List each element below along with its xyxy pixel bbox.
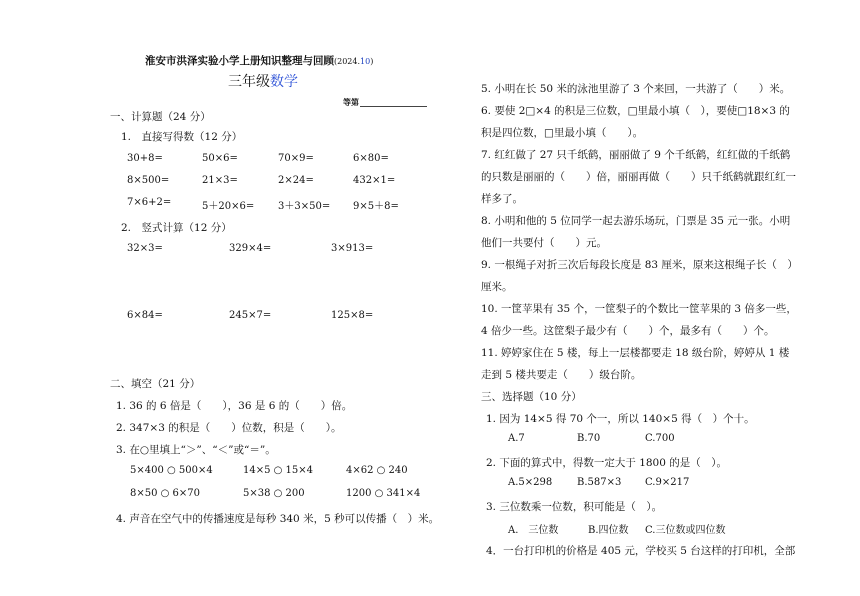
vertical-item: 6×84= <box>127 310 163 321</box>
compare-item: 4×62 ○ 240 <box>346 465 408 476</box>
compare-item: 14×5 ○ 15×4 <box>243 465 314 476</box>
choice-option: C.700 <box>645 433 675 444</box>
choice-option: A.5×298 <box>508 477 553 488</box>
oral-item: 8×500= <box>127 175 170 186</box>
choice-question-3: 3. 三位数乘一位数，积可能是（ ）。 <box>486 501 663 513</box>
section-2-heading: 二、填空（21 分） <box>110 378 201 390</box>
choice-option: C.三位数或四位数 <box>645 525 726 536</box>
oral-item: 70×9= <box>278 153 314 164</box>
fill-question-7-cont: 的只数是丽丽的（ ）倍，丽丽再做（ ）只千纸鹤就跟红红一 <box>481 171 796 183</box>
fill-question-9-cont: 厘米。 <box>481 281 513 293</box>
fill-question-4: 4. 声音在空气中的传播速度是每秒 340 米，5 秒可以传播（ ）米。 <box>116 513 440 525</box>
oral-item: 7×6+2= <box>127 197 172 208</box>
choice-option: B.四位数 <box>588 525 629 536</box>
rank-underline <box>360 106 427 107</box>
fill-question-6-cont: 积是四位数，□里最小填（ ）。 <box>481 127 644 139</box>
fill-question-8: 8. 小明和他的 5 位同学一起去游乐场玩，门票是 35 元一张。小明 <box>481 215 791 227</box>
choice-question-4: 4．一台打印机的价格是 405 元，学校买 5 台这样的打印机，全部 <box>486 545 796 557</box>
oral-item: 432×1= <box>353 175 396 186</box>
rank-label: 等第 <box>343 98 359 107</box>
oral-item: 9×5＋8= <box>353 201 399 212</box>
choice-question-2: 2. 下面的算式中，得数一定大于 1800 的是（ ）。 <box>486 457 728 469</box>
fill-question-3: 3. 在○里填上“＞”、“＜”或“＝”。 <box>116 444 276 456</box>
fill-question-9: 9. 一根绳子对折三次后每段长度是 83 厘米，原来这根绳子长（ ） <box>481 259 798 271</box>
choice-option: B.587×3 <box>577 477 622 488</box>
page-title: 淮安市洪泽实验小学上册知识整理与回顾(2024.10) <box>145 55 374 67</box>
fill-question-6: 6. 要使 2□×4 的积是三位数，□里最小填（ ），要使□18×3 的 <box>481 105 790 117</box>
grade-subject-heading: 三年级数学 <box>228 74 298 90</box>
fill-question-7: 7. 红红做了 27 只千纸鹤，丽丽做了 9 个千纸鹤，红红做的千纸鹤 <box>481 149 791 161</box>
choice-option: B.70 <box>577 433 601 444</box>
vertical-item: 125×8= <box>331 310 374 321</box>
fill-question-7-cont: 样多了。 <box>481 193 523 205</box>
compare-item: 5×38 ○ 200 <box>243 488 305 499</box>
oral-item: 5＋20×6= <box>202 201 255 212</box>
oral-item: 3＋3×50= <box>278 201 331 212</box>
fill-question-8-cont: 他们一共要付（ ）元。 <box>481 237 607 249</box>
fill-question-1: 1. 36 的 6 倍是（ ），36 是 6 的（ ）倍。 <box>116 400 353 412</box>
vertical-calc-heading: 2. 竖式计算（12 分） <box>121 222 232 234</box>
vertical-item: 329×4= <box>229 243 272 254</box>
choice-option: A.7 <box>508 433 525 444</box>
choice-question-1: 1. 因为 14×5 得 70 个一，所以 140×5 得（ ）个十。 <box>486 413 755 425</box>
vertical-item: 32×3= <box>127 243 163 254</box>
fill-question-10-cont: 4 倍少一些。这筐梨子最少有（ ）个，最多有（ ）个。 <box>481 325 775 337</box>
choice-option: A. 三位数 <box>508 525 559 536</box>
fill-question-2: 2. 347×3 的积是（ ）位数，积是（ ）。 <box>116 422 342 434</box>
fill-question-11: 11. 婷婷家住在 5 楼，每上一层楼都要走 18 级台阶，婷婷从 1 楼 <box>481 347 790 359</box>
fill-question-5: 5. 小明在长 50 米的泳池里游了 3 个来回，一共游了（ ）米。 <box>481 83 791 95</box>
oral-item: 2×24= <box>278 175 314 186</box>
compare-item: 8×50 ○ 6×70 <box>130 488 201 499</box>
compare-item: 1200 ○ 341×4 <box>346 488 421 499</box>
fill-question-10: 10. 一筐苹果有 35 个，一筐梨子的个数比一筐苹果的 3 倍多一些， <box>481 303 797 315</box>
oral-item: 21×3= <box>202 175 238 186</box>
vertical-item: 245×7= <box>229 310 272 321</box>
oral-calc-heading: 1. 直接写得数（12 分） <box>121 131 243 143</box>
compare-item: 5×400 ○ 500×4 <box>130 465 213 476</box>
section-1-heading: 一、计算题（24 分） <box>110 111 211 123</box>
choice-option: C.9×217 <box>645 477 690 488</box>
oral-item: 30+8= <box>127 153 163 164</box>
section-3-heading: 三、选择题（10 分） <box>481 391 582 403</box>
fill-question-11-cont: 走到 5 楼共要走（ ）级台阶。 <box>481 369 642 381</box>
vertical-item: 3×913= <box>331 243 374 254</box>
oral-item: 6×80= <box>353 153 389 164</box>
oral-item: 50×6= <box>202 153 238 164</box>
